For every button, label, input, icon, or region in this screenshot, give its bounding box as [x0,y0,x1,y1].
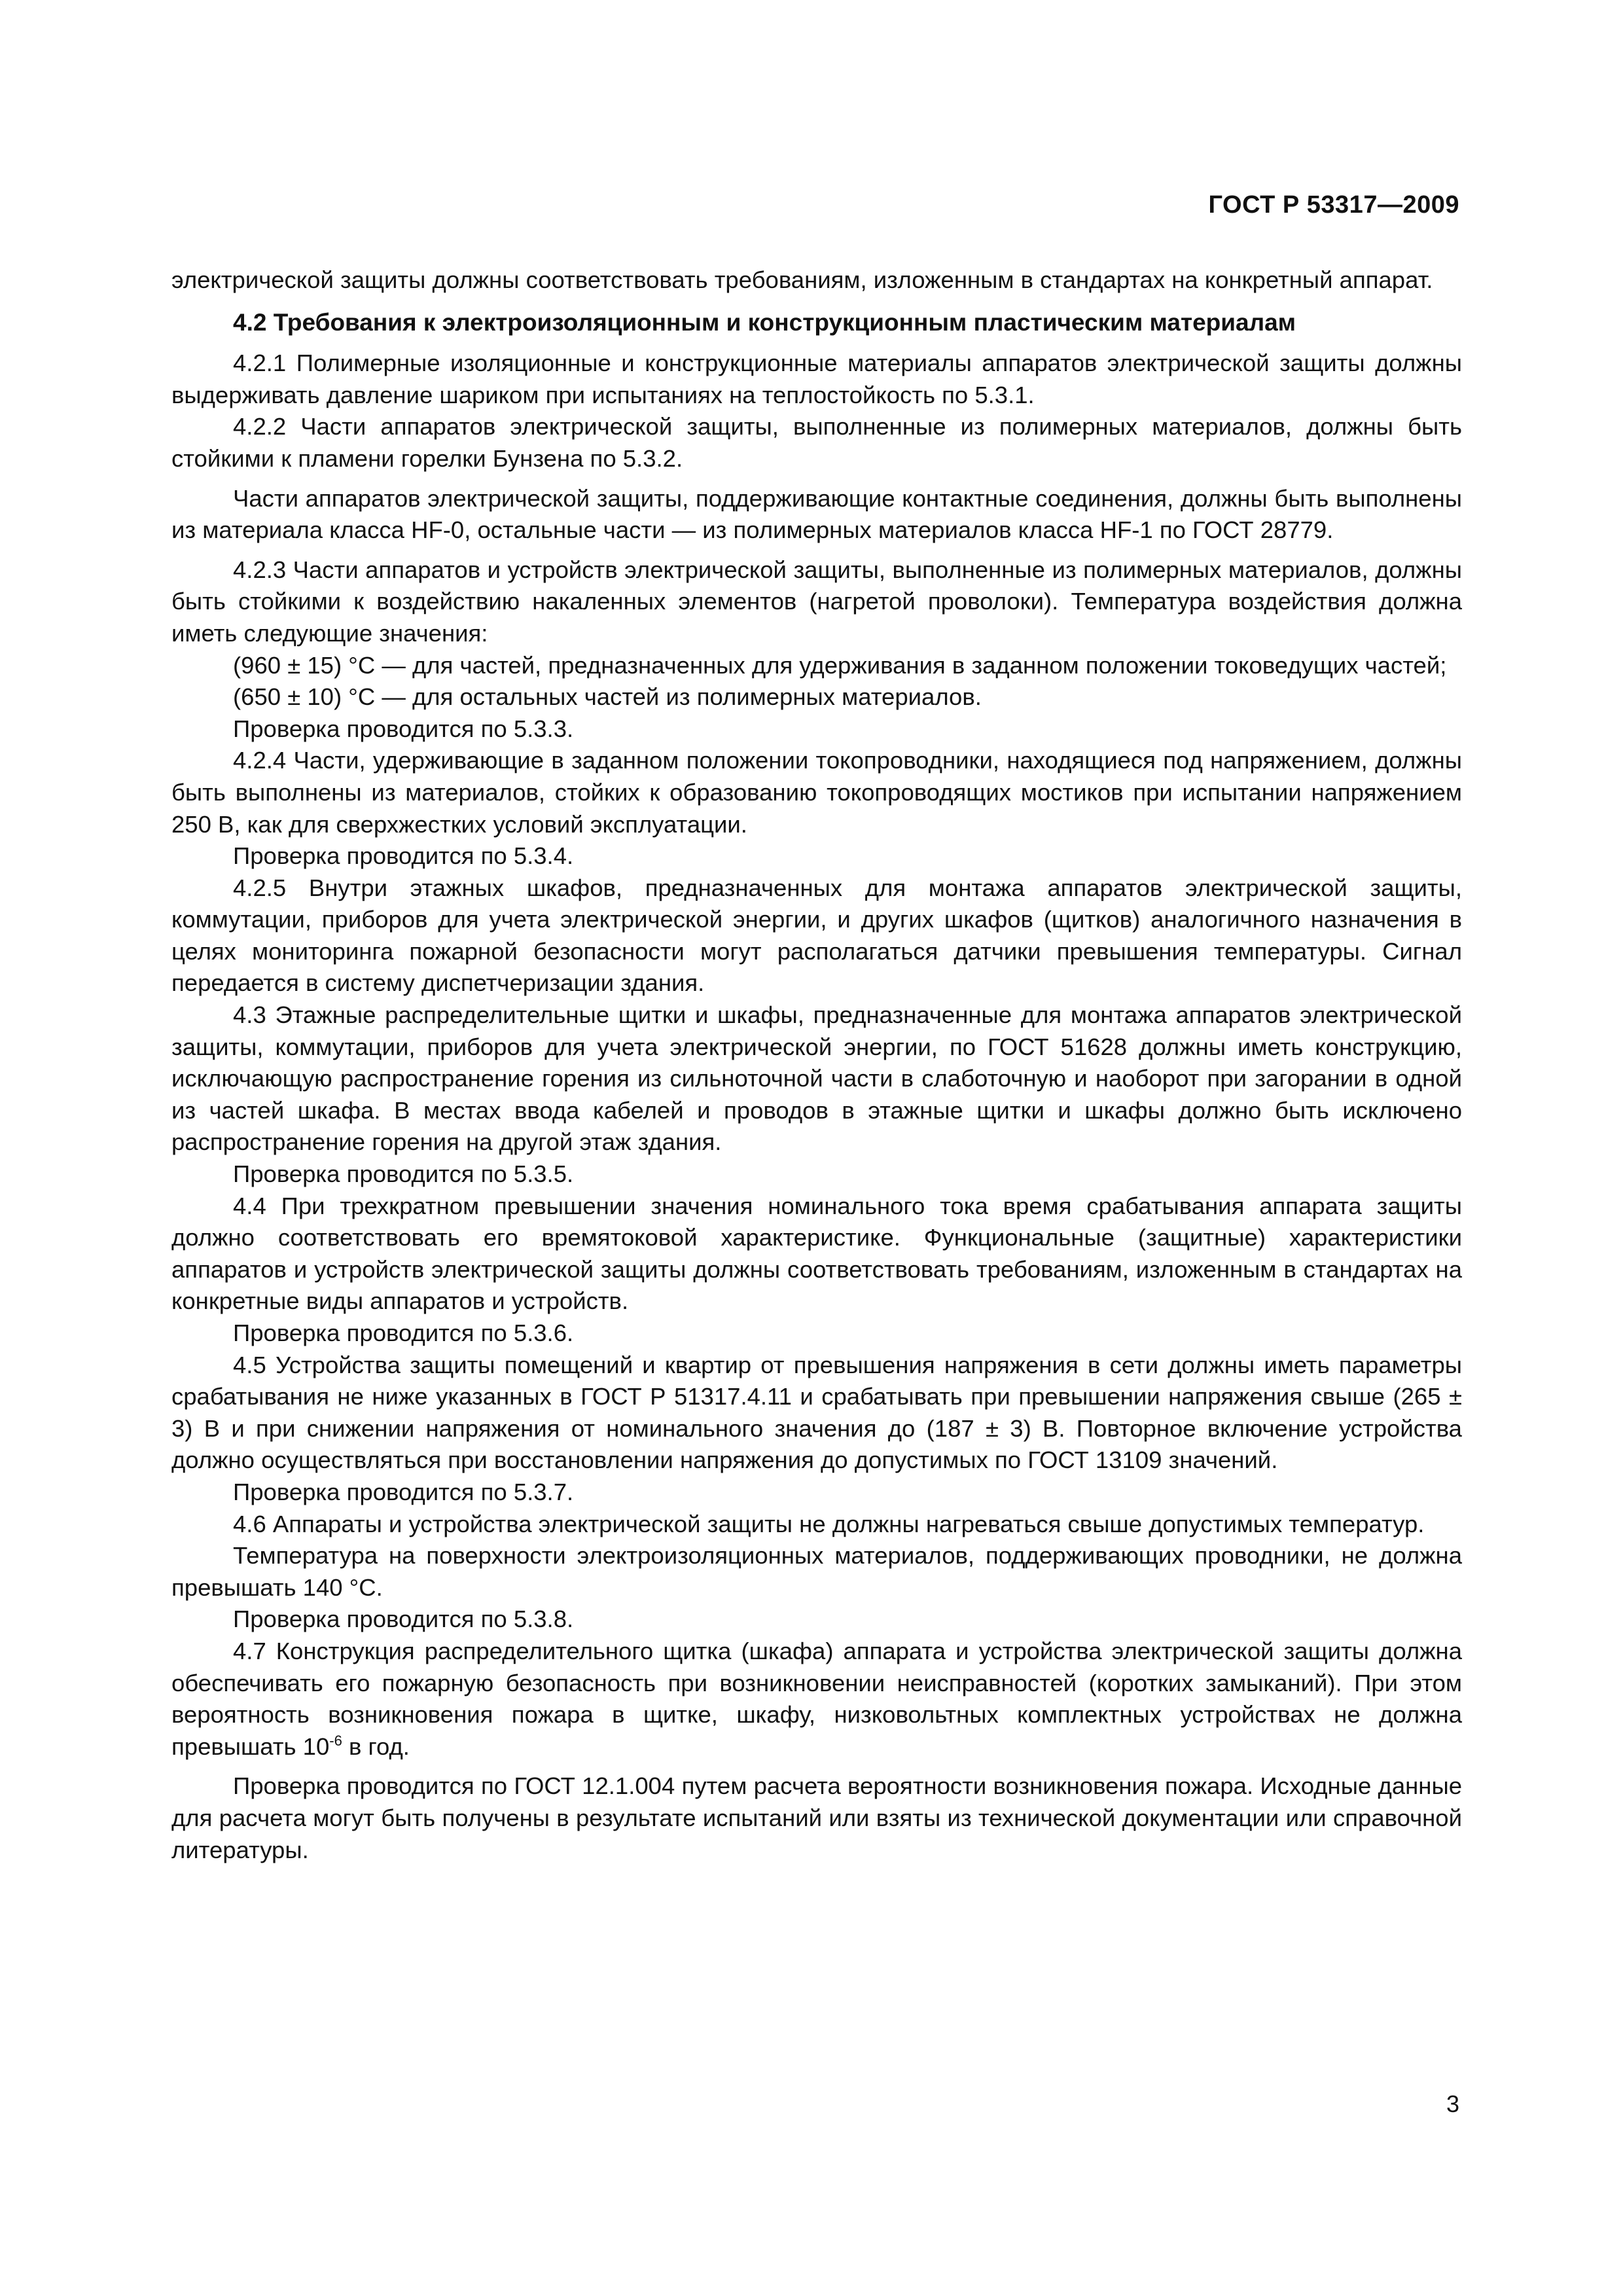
paragraph-4-7 [171,1636,1462,1763]
paragraph-temp-960: (960 ± 15) °С — для частей, предназначенных для удерживания в заданном положении токоведущих частей; [233,651,1447,679]
paragraph-4-3: 4.3 Этажные распределительные щитки и шкафы, предназначенные для монтажа аппаратов электрической защиты, коммутации, приборов для учета электрической энергии, по ГОСТ 51628 должны иметь конструкцию, исключающую распространение горения из сильноточной части в слаботочную и наоборот при загорании в одной из частей шкафа. В местах ввода кабелей и проводов в этажные щитки и шкафы должно быть исключено распространение горения на другой этаж здания. [171,1001,1462,1156]
check-5-3-3: Проверка проводится по 5.3.3. [233,715,574,742]
paragraph-temp-650: (650 ± 10) °С — для остальных частей из полимерных материалов. [233,683,982,711]
paragraph-4-2-5: 4.2.5 Внутри этажных шкафов, предназначенных для монтажа аппаратов электрической защиты, коммутации, приборов для учета электрической энергии, и других шкафов (щитков) аналогичного назначения в целях мониторинга пожарной безопасности могут располагаться датчики превышения температуры. Сигнал передается в систему диспетчеризации здания. [171,874,1462,997]
paragraph-4-2-3: 4.2.3 Части аппаратов и устройств электрической защиты, выполненные из полимерных материалов, должны быть стойкими к воздействию накаленных элементов (нагретой проволоки). Температура воздействия должна иметь следующие значения: [171,556,1462,647]
document-body [171,264,1462,1866]
standard-header: ГОСТ Р 53317—2009 [1208,191,1459,219]
paragraph-temperature-140: Температура на поверхности электроизоляционных материалов, поддерживающих проводники, не должна превышать 140 °С. [171,1542,1462,1601]
check-5-3-7: Проверка проводится по 5.3.7. [233,1478,574,1505]
check-5-3-4: Проверка проводится по 5.3.4. [233,842,574,870]
paragraph-4-4: 4.4 При трехкратном превышении значения номинального тока время срабатывания аппарата защиты должно соответствовать его времятоковой характеристике. Функциональные (защитные) характеристики аппаратов и устройств электрической защиты должны соответствовать требованиям, изложенным в стандартах на конкретные виды аппаратов и устройств. [171,1192,1462,1315]
paragraph-4-2-1: 4.2.1 Полимерные изоляционные и конструкционные материалы аппаратов электрической защиты должны выдерживать давление шариком при испытаниях на теплостойкость по 5.3.1. [171,350,1462,408]
check-5-3-8: Проверка проводится по 5.3.8. [233,1605,574,1633]
paragraph-hf-classes: Части аппаратов электрической защиты, поддерживающие контактные соединения, должны быть выполнены из материала класса HF-0, остальные части — из полимерных материалов класса HF-1 по ГОСТ 28779. [171,484,1462,544]
paragraph-4-2-4: 4.2.4 Части, удерживающие в заданном положении токопроводники, находящиеся под напряжением, должны быть выполнены из материалов, стойких к образованию токопроводящих мостиков при испытании напряжением 250 В, как для сверхжестких условий эксплуатации. [171,747,1462,838]
paragraph-4-7-tail: в год. [342,1732,410,1760]
paragraph-4-2-2: 4.2.2 Части аппаратов электрической защиты, выполненные из полимерных материалов, должны быть стойкими к пламени горелки Бунзена по 5.3.2. [171,413,1462,472]
exponent: -6 [329,1732,342,1749]
paragraph-4-6: 4.6 Аппараты и устройства электрической защиты не должны нагреваться свыше допустимых температур. [233,1510,1425,1537]
check-5-3-5: Проверка проводится по 5.3.5. [233,1160,574,1188]
section-heading: 4.2 Требования к электроизоляционным и конструкционным пластическим материалам [233,308,1296,336]
paragraph-continuation: электрической защиты должны соответствовать требованиям, изложенным в стандартах на конкретный аппарат. [171,266,1433,293]
paragraph-gost-12-1-004: Проверка проводится по ГОСТ 12.1.004 путем расчета вероятности возникновения пожара. Исходные данные для расчета могут быть получены в результате испытаний или взяты из технической документации или справочной литературы. [171,1772,1462,1863]
page-number: 3 [1446,2090,1459,2117]
paragraph-4-5: 4.5 Устройства защиты помещений и квартир от превышения напряжения в сети должны иметь параметры срабатывания не ниже указанных в ГОСТ Р 51317.4.11 и срабатывать при превышении напряжения свыше (265 ± 3) В и при снижении напряжения от номинального значения до (187 ± 3) В. Повторное включение устройства должно осуществляться при восстановлении напряжения до допустимых по ГОСТ 13109 значений. [171,1351,1462,1474]
check-5-3-6: Проверка проводится по 5.3.6. [233,1319,574,1346]
paragraph-4-7-text: 4.7 Конструкция распределительного щитка (шкафа) аппарата и устройства электрической защиты должна обеспечивать его пожарную безопасность при возникновении неисправностей (коротких замыканий). При этом вероятность возникновения пожара в щитке, шкафу, низковольтных комплектных устройствах не должна превышать 10 [171,1637,1462,1760]
